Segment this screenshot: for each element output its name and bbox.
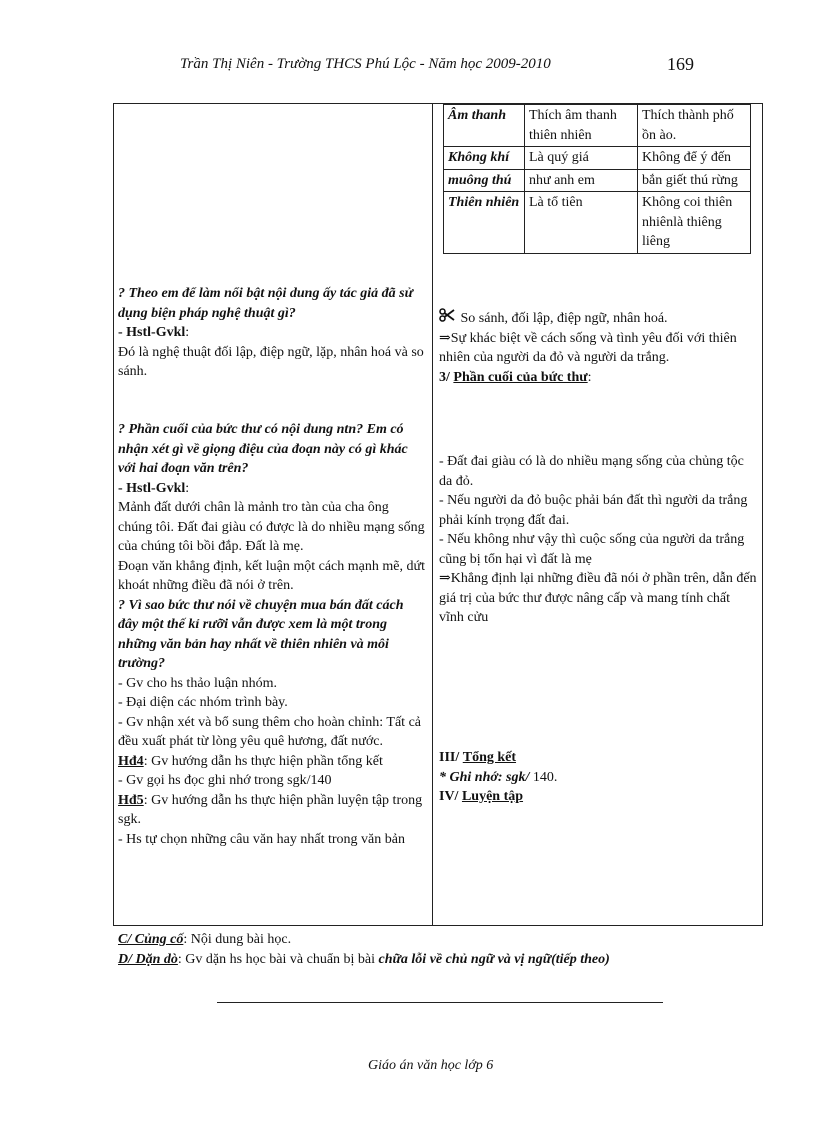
section-iii-title: Tổng kết: [462, 750, 517, 765]
answer-2: Mảnh đất dưới chân là mảnh tro tàn của cha ông chúng tôi. Đất đai giàu có được là do nhiều mạng sống của chúng tôi bồi đắp. Đất là mẹ.: [118, 500, 425, 554]
hd4-label: Hđ4: [118, 753, 144, 769]
arrow-right-icon: ⇒: [439, 330, 451, 346]
answer-1: Đó là nghệ thuật đối lập, điệp ngữ, lặp, nhân hoá và so sánh.: [118, 344, 424, 379]
hd4-text: : Gv hướng dẫn hs thực hiện phần tổng kết: [143, 753, 383, 769]
table-cell-label: Thiên nhiên: [444, 192, 525, 254]
table-cell-label: muông thú: [444, 169, 525, 192]
table-cell: bắn giết thú rừng: [638, 169, 751, 192]
page-header: Trần Thị Niên - Trường THCS Phú Lộc - Năm học 2009-2010: [180, 56, 551, 72]
answer-3: Đoạn văn khẳng định, kết luận một cách mạnh mẽ, dứt khoát những điều đã nói ở trên.: [118, 558, 425, 593]
page-footer: Giáo án văn học lớp 6: [368, 1058, 494, 1073]
summary-section: [439, 748, 757, 807]
ghi-nho-page: 140.: [529, 769, 558, 785]
table-cell: Không để ý đến: [638, 147, 751, 170]
table-cell-label: Không khí: [444, 147, 525, 170]
hd5-label: Hđ5: [118, 792, 144, 808]
ending-point: - Nếu không như vậy thì cuộc sống của người da trắng cũng bị tổn hại vì đất là mẹ: [439, 532, 745, 567]
ending-point: - Đất đai giàu có là do nhiều mạng sống của chủng tộc da đỏ.: [439, 454, 744, 489]
hstl-label: - Hstl-Gvkl: [118, 325, 186, 340]
column-divider: [432, 103, 433, 926]
question-ending: ? Phần cuối của bức thư có nội dung ntn? Em có nhận xét gì về giọng điệu của đoạn này có gì khác với hai đoạn văn trên? - Hstl-Gvkl: Mảnh đất dưới chân là mảnh tro tàn của cha ông chúng tôi. Đất đai giàu có được là do nhiều mạng sống của chúng tôi bồi đắp. Đất là mẹ. Đoạn văn khẳng định, kết luận một cách mạnh mẽ, dứt khoát những điều đã nói ở trên. ? Vì sao bức thư nói về chuyện mua bán đất cách đây một thế kỉ rưỡi vẫn được xem là một trong những văn bản hay nhất về thiên nhiên và môi trường? - Gv cho hs thảo luận nhóm. - Đại diện các nhóm trình bày. - Gv nhận xét và bổ sung thêm cho hoàn chỉnh: Tất cả đều xuất phát từ lòng yêu quê hương, đất nước. Hđ4: Gv hướng dẫn hs thực hiện phần tổng kết - Gv gọi hs đọc ghi nhớ trong sgk/140 Hđ5: Gv hướng dẫn hs thực hiện phần luyện tập trong sgk. - Hs tự chọn những câu văn hay nhất trong văn bản: [118, 420, 426, 849]
table-row: [444, 147, 751, 170]
table-cell-label: Âm thanh: [444, 105, 525, 147]
table-cell: Thích thành phố ồn ào.: [638, 105, 751, 147]
arrow-right-icon: ⇒: [439, 571, 451, 586]
hstl-label: - Hstl-Gvkl: [118, 480, 186, 496]
activity-line: - Gv cho hs thảo luận nhóm.: [118, 675, 278, 691]
question-1: ? Theo em để làm nổi bật nội dung ấy tác giả đã sử dụng biện pháp nghệ thuật gì?: [118, 286, 414, 321]
hd5-text: : Gv hướng dẫn hs thực hiện phần luyện tập trong sgk.: [118, 792, 423, 827]
cung-co-text: : Nội dung bài học.: [183, 932, 292, 947]
question-2: ? Phần cuối của bức thư có nội dung ntn? Em có nhận xét gì về giọng điệu của đoạn này có gì khác với hai đoạn văn trên?: [118, 422, 408, 476]
closing-section: [118, 930, 758, 969]
table-cell: Là tổ tiên: [525, 192, 638, 254]
table-cell: như anh em: [525, 169, 638, 192]
comparison-table: [443, 104, 751, 254]
ghi-nho-label: * Ghi nhớ: sgk/: [439, 769, 530, 785]
question-3: ? Vì sao bức thư nói về chuyện mua bán đất cách đây một thế kỉ rưỡi vẫn được xem là một trong những văn bản hay nhất về thiên nhiên và môi trường?: [118, 597, 404, 671]
cung-co-label: C/ Củng cố: [118, 932, 184, 947]
section-iv-title: Luyện tập: [461, 789, 524, 804]
table-cell: Là quý giá: [525, 147, 638, 170]
activity-line: - Đại diện các nhóm trình bày.: [118, 695, 288, 710]
next-lesson-title: chữa lỗi về chủ ngữ và vị ngữ(tiếp theo): [378, 951, 610, 967]
activity-line: - Hs tự chọn những câu văn hay nhất trong văn bản: [118, 831, 405, 847]
ending-conclusion: Khẳng định lại những điều đã nói ở phần trên, dẫn đến giá trị của bức thư được nâng cấp và mang tính chất vĩnh cửu: [439, 571, 757, 625]
section-iii-number: III/: [439, 750, 460, 765]
scissors-icon: [439, 308, 457, 329]
art-answers: [439, 308, 757, 387]
table-row: [444, 105, 751, 147]
section-iv-number: IV/: [439, 789, 459, 804]
ending-answers: [439, 452, 757, 628]
technique-list: So sánh, đối lập, điệp ngữ, nhân hoá.: [460, 311, 668, 326]
table-cell: Không coi thiên nhiênlà thiêng liêng: [638, 192, 751, 254]
table-cell: Thích âm thanh thiên nhiên: [525, 105, 638, 147]
ending-point: - Nếu người da đỏ buộc phải bán đất thì người da trắng phải kính trọng đất đai.: [439, 493, 748, 528]
section-3-number: 3/: [439, 369, 450, 385]
dan-do-label: D/ Dặn dò: [118, 951, 178, 967]
dan-do-text: : Gv dặn hs học bài và chuẩn bị bài: [177, 951, 379, 967]
page-number: 169: [667, 54, 694, 74]
footer-separator: [217, 1002, 663, 1003]
activity-line: - Gv nhận xét và bổ sung thêm cho hoàn chỉnh: Tất cả đều xuất phát từ lòng yêu quê hương, đất nước.: [118, 714, 421, 749]
table-row: [444, 192, 751, 254]
difference-text: Sự khác biệt về cách sống và tình yêu đối với thiên nhiên của người da đỏ và người da trắng.: [439, 330, 737, 365]
section-3-title: Phần cuối của bức thư: [453, 369, 588, 385]
table-row: [444, 169, 751, 192]
question-art: ? Theo em để làm nổi bật nội dung ấy tác giả đã sử dụng biện pháp nghệ thuật gì? - Hstl-Gvkl: Đó là nghệ thuật đối lập, điệp ngữ, lặp, nhân hoá và so sánh.: [118, 284, 426, 382]
activity-line: - Gv gọi hs đọc ghi nhớ trong sgk/140: [118, 773, 332, 788]
section-3-colon: :: [587, 369, 592, 385]
